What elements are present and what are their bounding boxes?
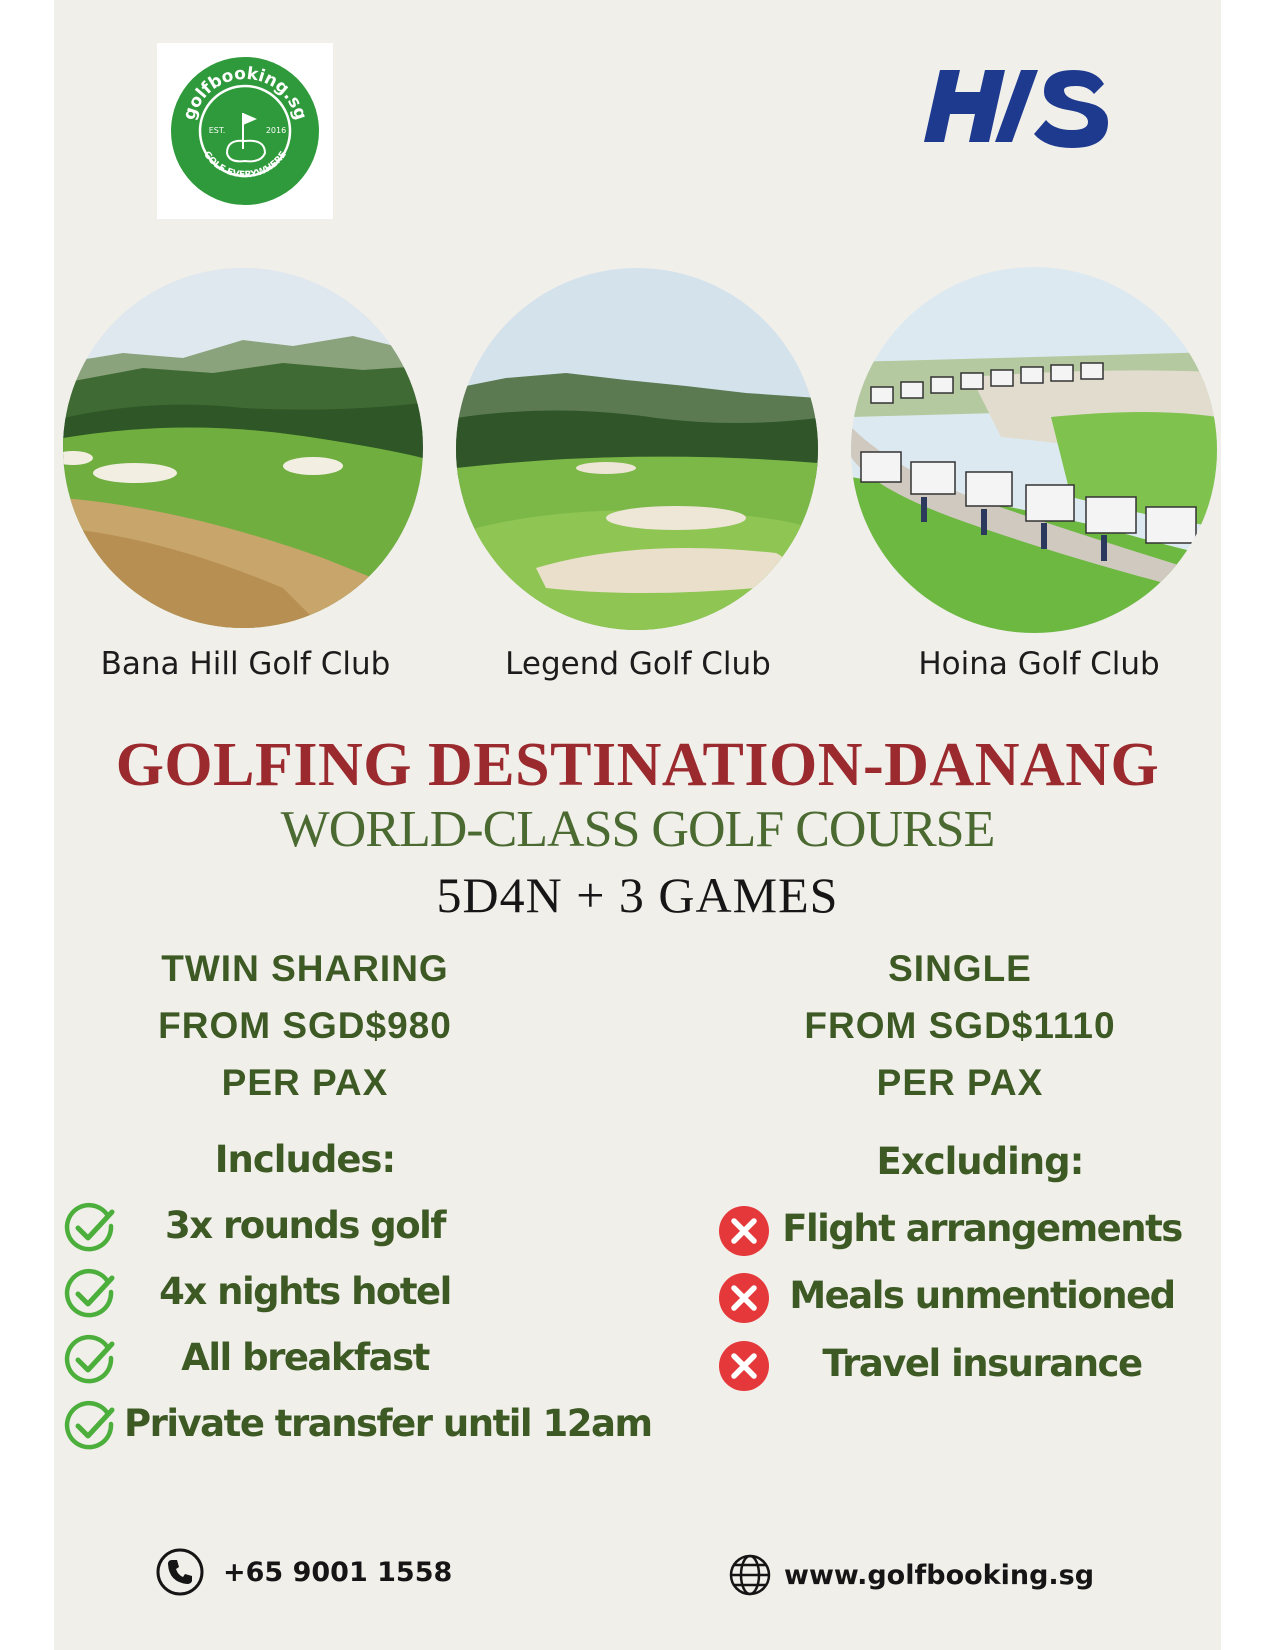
- single-line2: FROM SGD$1110: [804, 1005, 1116, 1046]
- globe-icon: [728, 1553, 772, 1597]
- contact-website[interactable]: [728, 1553, 1094, 1597]
- phone-icon: [155, 1547, 205, 1597]
- twin-line2: FROM SGD$980: [158, 1005, 452, 1046]
- exclude-item-text: Travel insurance: [822, 1342, 1142, 1385]
- exclude-item-text: Meals unmentioned: [789, 1274, 1175, 1317]
- single-line1: SINGLE: [888, 948, 1032, 989]
- exclude-item: [0, 1201, 1275, 1261]
- include-item-text: 3x rounds golf: [165, 1204, 445, 1247]
- contact-phone[interactable]: [155, 1547, 452, 1597]
- package-summary: 5D4N + 3 GAMES: [436, 867, 839, 923]
- exclude-item: [0, 1268, 1275, 1328]
- his-logo: [918, 62, 1118, 152]
- course-subtitle: WORLD-CLASS GOLF COURSE: [280, 801, 995, 858]
- twin-sharing-price: [105, 940, 505, 1111]
- include-item-text: All breakfast: [181, 1336, 429, 1379]
- x-icon: [718, 1340, 770, 1392]
- club-label-hoina: Hoina Golf Club: [918, 646, 1160, 682]
- website-link: www.golfbooking.sg: [784, 1559, 1095, 1591]
- exclude-item: [0, 1336, 1275, 1396]
- bana-hill-photo: [63, 268, 423, 628]
- hoina-golf-photo: [851, 267, 1217, 633]
- single-price: [760, 940, 1160, 1111]
- x-icon: [718, 1205, 770, 1257]
- include-item-text: 4x nights hotel: [159, 1270, 451, 1313]
- x-icon: [718, 1272, 770, 1324]
- club-label-legend: Legend Golf Club: [505, 646, 771, 682]
- include-item-text: Private transfer until 12am: [124, 1402, 652, 1445]
- twin-line1: TWIN SHARING: [161, 948, 449, 989]
- destination-title: GOLFING DESTINATION-DANANG: [115, 731, 1160, 799]
- include-item: [0, 1396, 652, 1456]
- logo-tagline: GOLF EVERYWHERE: [201, 149, 289, 181]
- logo-year: 2016: [265, 126, 287, 135]
- golfbooking-logo: [157, 43, 333, 219]
- includes-heading: Includes:: [214, 1138, 396, 1181]
- twin-line3: PER PAX: [221, 1062, 389, 1103]
- exclude-item-text: Flight arrangements: [782, 1207, 1182, 1250]
- excludes-heading: Excluding:: [876, 1140, 1084, 1183]
- legend-golf-photo: [456, 268, 818, 630]
- single-line3: PER PAX: [876, 1062, 1044, 1103]
- phone-number: +65 9001 1558: [223, 1556, 453, 1588]
- logo-est: EST.: [208, 126, 226, 135]
- check-icon: [64, 1400, 116, 1452]
- logo-brand-text: golfbooking.sg: [179, 63, 311, 123]
- club-label-bana-hill: Bana Hill Golf Club: [100, 646, 391, 682]
